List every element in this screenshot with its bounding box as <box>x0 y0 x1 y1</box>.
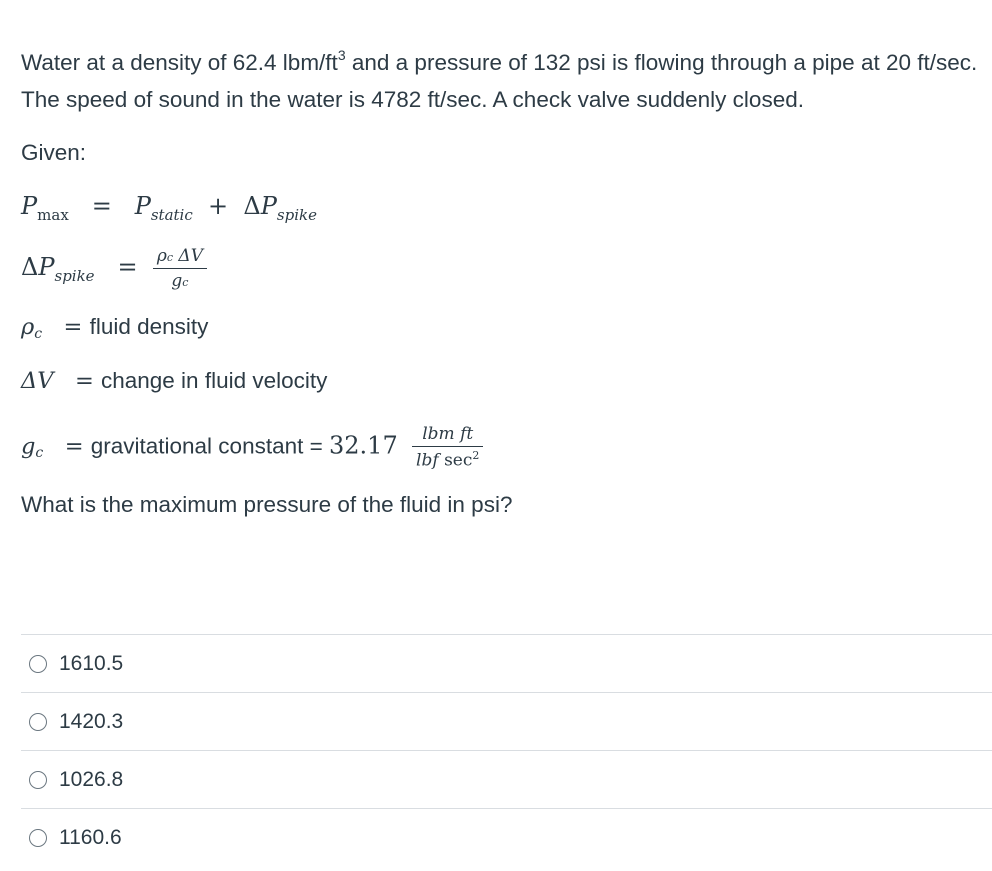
eq1-p: P <box>21 192 38 220</box>
eq2-fraction <box>153 246 207 291</box>
eq2-delta: Δ <box>21 253 39 281</box>
equation-delta-p-spike <box>21 246 207 291</box>
eq2-rho-sub: c <box>166 251 174 264</box>
question-text-part2: and a pressure of 132 psi is flowing through a pipe at 20 ft/sec. The speed of sound in the water is 4782 ft/sec. A check valve suddenly closed. <box>21 50 978 112</box>
eq1-p-spike: P <box>260 192 277 220</box>
eq2-sub-spike: spike <box>54 267 95 285</box>
answer-option[interactable] <box>21 750 992 808</box>
eq2-p: P <box>38 253 55 281</box>
eq5-equals: = <box>64 433 84 460</box>
eq1-p-static: P <box>134 192 151 220</box>
eq2-g: g <box>171 271 183 291</box>
eq3-sub-c: c <box>34 326 43 342</box>
eq2-g-sub: c <box>182 276 189 289</box>
definition-rho <box>21 314 208 340</box>
given-label: Given: <box>21 140 87 165</box>
radio-button[interactable] <box>29 713 47 731</box>
answer-list <box>21 634 992 866</box>
eq3-rho: ρ <box>21 314 35 340</box>
eq5-unit-fraction <box>412 424 483 471</box>
eq5-unit-numerator: lbm ft <box>422 424 474 444</box>
eq5-g: g <box>21 433 36 460</box>
answer-option[interactable] <box>21 634 992 692</box>
definition-gc <box>21 424 483 471</box>
question-text <box>21 44 981 118</box>
definition-delta-v <box>21 368 327 394</box>
eq1-delta: Δ <box>243 192 261 220</box>
equation-pmax <box>21 192 317 224</box>
eq5-description: gravitational constant = <box>90 433 330 459</box>
answer-label: 1160.6 <box>59 825 122 849</box>
question-text-part1: Water at a density of 62.4 lbm/ft <box>21 50 338 75</box>
question-prompt: What is the maximum pressure of the fluid in psi? <box>21 492 513 517</box>
answer-label: 1026.8 <box>59 767 124 791</box>
eq4-equals: = <box>74 368 94 394</box>
answer-label: 1610.5 <box>59 651 124 675</box>
radio-button[interactable] <box>29 829 47 847</box>
eq1-plus: + <box>208 192 229 220</box>
eq1-sub-max: max <box>37 206 69 224</box>
eq4-delta-v: ΔV <box>21 368 54 394</box>
answer-option[interactable] <box>21 692 992 750</box>
eq3-description: fluid density <box>89 314 209 339</box>
eq3-equals: = <box>63 314 83 340</box>
eq2-delta-v: ΔV <box>178 246 203 266</box>
eq1-sub-spike: spike <box>276 206 317 224</box>
answer-label: 1420.3 <box>59 709 124 733</box>
eq1-equals: = <box>91 192 112 220</box>
radio-button[interactable] <box>29 771 47 789</box>
eq1-sub-static: static <box>150 206 193 224</box>
answer-option[interactable] <box>21 808 992 866</box>
radio-button[interactable] <box>29 655 47 673</box>
eq2-equals: = <box>117 253 138 281</box>
eq5-unit-sup: 2 <box>472 449 480 462</box>
eq5-unit-lbf: lbf <box>416 450 439 471</box>
eq5-sub-c: c <box>35 445 44 462</box>
eq5-value: 32.17 <box>329 431 398 460</box>
eq4-description: change in fluid velocity <box>100 368 328 393</box>
question-superscript: 3 <box>337 47 346 63</box>
eq5-unit-sec: sec <box>444 450 473 471</box>
eq2-rho: ρ <box>156 246 167 266</box>
